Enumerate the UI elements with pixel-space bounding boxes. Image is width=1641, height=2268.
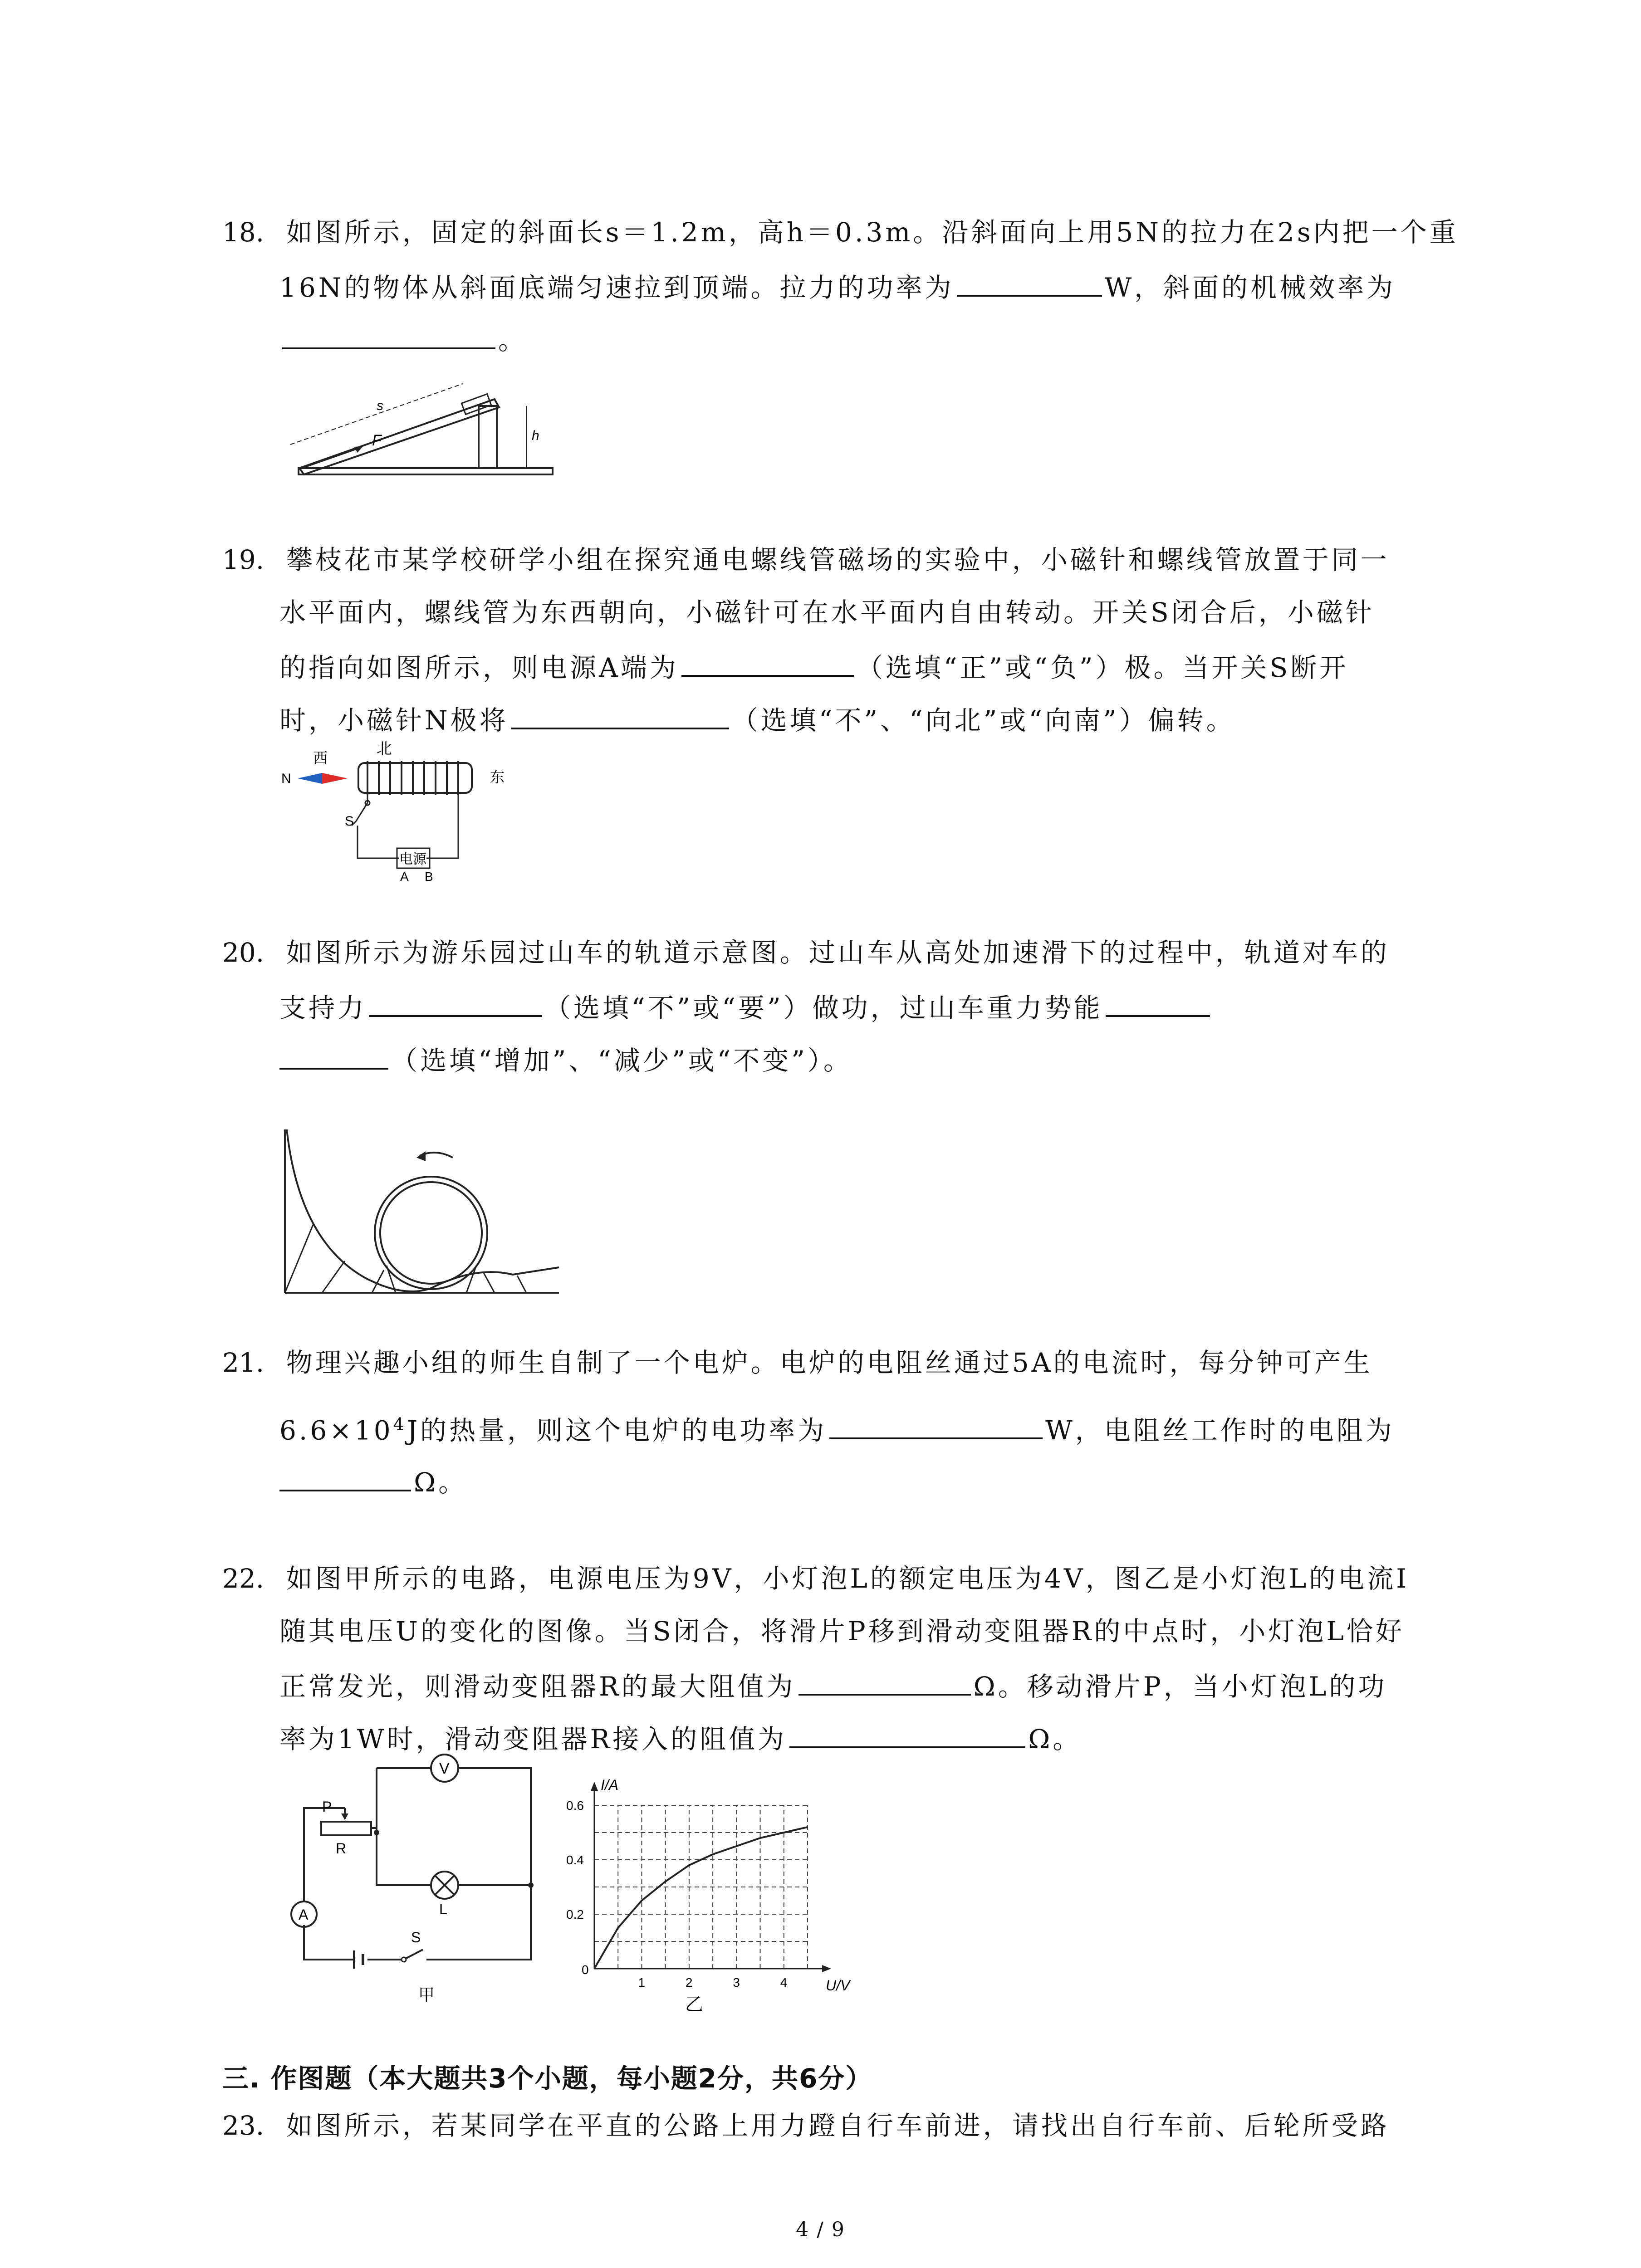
q18-text-1: 如图所示，固定的斜面长s＝1.2m，高h＝0.3m。沿斜面向上用5N的拉力在2s内把一个重 xyxy=(286,217,1459,248)
q20-energy-blank[interactable] xyxy=(1106,989,1210,1017)
x-tick-label: 1 xyxy=(638,1975,646,1989)
q19-number: 19. xyxy=(222,544,265,575)
q22-fig-jia: 甲 xyxy=(418,1986,435,2004)
q19-text-3a: 的指向如图所示，则电源A端为 xyxy=(279,652,679,683)
q18-text-3: 。 xyxy=(498,325,528,356)
q18-line1 xyxy=(222,216,1459,249)
q19-text-2: 水平面内，螺线管为东西朝向，小磁针可在水平面内自由转动。开关S闭合后，小磁针 xyxy=(279,597,1375,628)
q20-rollercoaster-figure xyxy=(281,1129,563,1297)
q19-line2 xyxy=(279,596,1375,629)
x-tick-label: 3 xyxy=(733,1975,740,1989)
q18-fig-label-F: F xyxy=(372,432,382,449)
q22-maxR-blank[interactable] xyxy=(798,1667,971,1696)
q19-text-1: 攀枝花市某学校研学小组在探究通电螺线管磁场的实验中，小磁针和螺线管放置于同一 xyxy=(286,544,1390,575)
q22-text-3b: Ω。移动滑片P，当小灯泡L的功 xyxy=(973,1671,1387,1702)
q19-text-3b: （选填“正”或“负”）极。当开关S断开 xyxy=(856,652,1349,683)
section3-title: 三. 作图题（本大题共3个小题，每小题2分，共6分） xyxy=(222,2063,873,2094)
origin-label: 0 xyxy=(582,1963,589,1977)
x-axis-label: U/V xyxy=(826,1977,850,1994)
q21-number: 21. xyxy=(222,1347,265,1378)
q19-fig-B: B xyxy=(425,870,433,884)
y-tick-label: 0.6 xyxy=(566,1799,584,1813)
y-axis-arrow xyxy=(591,1782,598,1791)
q21-line2 xyxy=(279,1408,1395,1447)
q19-line3 xyxy=(279,649,1348,684)
y-axis-label: I/A xyxy=(601,1777,619,1793)
page-number: 4 / 9 xyxy=(796,2218,845,2241)
q18-number: 18. xyxy=(222,217,265,248)
q21-line3 xyxy=(279,1463,467,1499)
q22-R-blank[interactable] xyxy=(789,1720,1025,1748)
q18-power-blank[interactable] xyxy=(957,269,1102,297)
q22-text-2: 随其电压U的变化的图像。当S闭合，将滑片P移到滑动变阻器R的中点时，小灯泡L恰好 xyxy=(279,1616,1405,1647)
q22-text-4a: 率为1W时，滑动变阻器R接入的阻值为 xyxy=(279,1724,787,1755)
q22-fig-R: R xyxy=(336,1840,347,1857)
q22-line2 xyxy=(279,1615,1405,1647)
q21-resistance-blank[interactable] xyxy=(279,1463,411,1491)
q20-energy-blank-cont[interactable] xyxy=(279,1041,388,1070)
q18-line3 xyxy=(279,321,527,357)
q19-fig-source: 电源 xyxy=(399,852,426,867)
x-tick-label: 2 xyxy=(685,1975,693,1989)
q21-power-blank[interactable] xyxy=(829,1411,1043,1439)
q19-pole-blank[interactable] xyxy=(681,649,854,677)
q21-text-3: Ω。 xyxy=(414,1467,468,1498)
chart-axes xyxy=(591,1782,831,1972)
q20-text-1: 如图所示为游乐园过山车的轨道示意图。过山车从高处加速滑下的过程中，轨道对车的 xyxy=(286,937,1390,968)
q18-text-2b: W，斜面的机械效率为 xyxy=(1104,272,1396,303)
q19-fig-N: N xyxy=(281,771,291,786)
chart-caption-yi: 乙 xyxy=(685,1994,703,2015)
q19-fig-west: 西 xyxy=(313,750,328,766)
q19-line4 xyxy=(279,701,1235,737)
q21-text-2pre: 6.6×10 xyxy=(279,1415,393,1446)
q22-fig-S: S xyxy=(411,1929,421,1945)
q18-efficiency-blank[interactable] xyxy=(282,321,495,349)
q18-fig-label-h: h xyxy=(532,428,539,443)
y-tick-label: 0.4 xyxy=(566,1853,584,1867)
q20-text-3: （选填“增加”、“减少”或“不变”）。 xyxy=(391,1045,852,1076)
q22-iu-chart xyxy=(558,1765,903,2019)
q19-fig-A: A xyxy=(400,870,409,884)
q21-line1 xyxy=(222,1346,1372,1379)
q19-text-4a: 时，小磁针N极将 xyxy=(279,705,509,736)
q22-line1 xyxy=(222,1562,1409,1595)
q22-text-3a: 正常发光，则滑动变阻器R的最大阻值为 xyxy=(279,1671,796,1702)
q22-fig-P: P xyxy=(322,1799,332,1815)
q20-line3 xyxy=(279,1041,852,1077)
chart-labels xyxy=(566,1777,851,2015)
q20-line2 xyxy=(279,989,1213,1024)
q23-number: 23. xyxy=(222,2110,265,2141)
q22-text-1: 如图甲所示的电路，电源电压为9V，小灯泡L的额定电压为4V，图乙是小灯泡L的电流I xyxy=(286,1563,1410,1594)
q22-text-4b: Ω。 xyxy=(1028,1724,1082,1755)
q18-line2 xyxy=(279,269,1396,304)
chart-grid xyxy=(594,1805,808,1969)
q22-number: 22. xyxy=(222,1563,265,1594)
y-tick-label: 0.2 xyxy=(566,1907,584,1921)
q23-line1 xyxy=(222,2109,1390,2142)
q20-line1 xyxy=(222,936,1390,969)
q21-text-2b: W，电阻丝工作时的电阻为 xyxy=(1045,1415,1395,1446)
q20-text-2b: （选填“不”或“要”）做功，过山车重力势能 xyxy=(544,992,1103,1023)
q19-fig-east: 东 xyxy=(490,769,505,785)
q20-text-2a: 支持力 xyxy=(279,992,367,1023)
q19-fig-S: S xyxy=(345,814,354,829)
q21-exponent: 4 xyxy=(393,1414,407,1434)
q18-incline-figure xyxy=(272,372,563,481)
q22-fig-V: V xyxy=(439,1760,450,1777)
q22-fig-L: L xyxy=(439,1901,447,1917)
q18-text-2a: 16N的物体从斜面底端匀速拉到顶端。拉力的功率为 xyxy=(279,272,954,303)
q21-text-2a: J的热量，则这个电炉的电功率为 xyxy=(407,1415,827,1446)
q20-work-blank[interactable] xyxy=(369,989,542,1017)
q19-text-4b: （选填“不”、“向北”或“向南”）偏转。 xyxy=(731,705,1235,736)
x-axis-arrow xyxy=(822,1965,831,1972)
q20-number: 20. xyxy=(222,937,265,968)
q18-fig-label-s: s xyxy=(377,398,383,413)
iu-curve xyxy=(594,1827,808,1969)
q19-deflect-blank[interactable] xyxy=(511,701,729,729)
q22-line4 xyxy=(279,1720,1082,1755)
x-tick-label: 4 xyxy=(780,1975,788,1989)
q19-fig-north: 北 xyxy=(377,740,392,758)
q22-circuit-figure xyxy=(277,1760,558,2014)
q19-solenoid-figure xyxy=(277,735,531,884)
chart-series xyxy=(594,1827,808,1969)
q22-line3 xyxy=(279,1667,1387,1703)
q19-line1 xyxy=(222,543,1390,576)
q22-fig-A: A xyxy=(299,1906,309,1923)
q21-text-1: 物理兴趣小组的师生自制了一个电炉。电炉的电阻丝通过5A的电流时，每分钟可产生 xyxy=(286,1347,1373,1378)
q23-text-1: 如图所示，若某同学在平直的公路上用力蹬自行车前进，请找出自行车前、后轮所受路 xyxy=(286,2110,1390,2141)
